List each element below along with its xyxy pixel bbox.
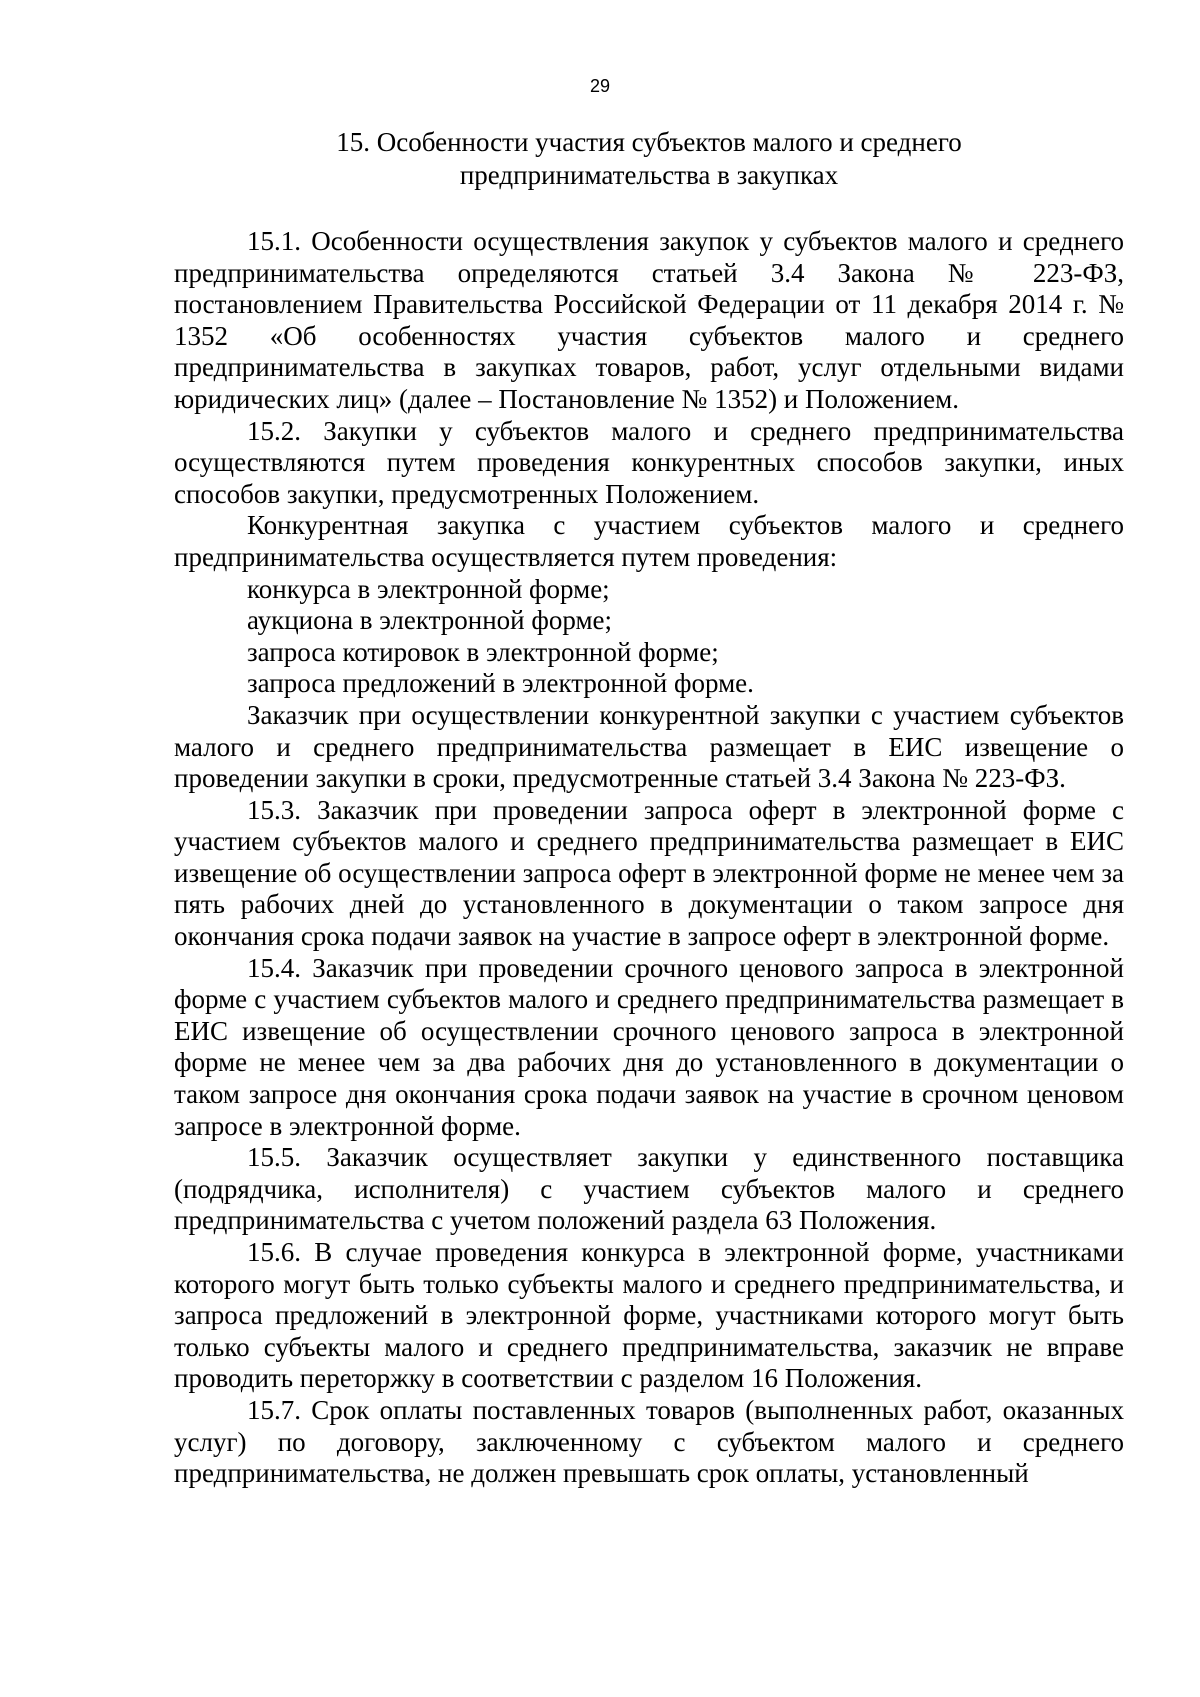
paragraph-15-5: 15.5. Заказчик осуществляет закупки у единственного поставщика (подрядчика, исполнителя) с участием субъектов малого и среднего предпринимательства с учетом положений раздела 63 Положения. bbox=[174, 1142, 1124, 1236]
paragraph-15-6: 15.6. В случае проведения конкурса в электронной форме, участниками которого могут быть только субъекты малого и среднего предпринимательства, и запроса предложений в электронной форме, участниками которого могут быть только субъекты малого и среднего предпринимательства, заказчик не вправе проводить переторжку в соответствии с разделом 16 Положения. bbox=[174, 1237, 1124, 1394]
paragraph-15-1: 15.1. Особенности осуществления закупок у субъектов малого и среднего предпринимательства определяются статьей 3.4 Закона № 223-ФЗ, постановлением Правительства Российской Федерации от 11 декабря 2014 г. № 1352 «Об особенностях участия субъектов малого и среднего предпринимательства в закупках товаров, работ, услуг отдельными видами юридических лиц» (далее – Постановление № 1352) и Положением. bbox=[174, 226, 1124, 414]
section-heading-line-2: предпринимательства в закупках bbox=[459, 160, 839, 190]
list-item: запроса предложений в электронной форме. bbox=[247, 668, 754, 699]
section-heading bbox=[174, 126, 1124, 192]
paragraph-15-4: 15.4. Заказчик при проведении срочного ценового запроса в электронной форме с участием субъектов малого и среднего предпринимательства размещает в ЕИС извещение об осуществлении срочного ценового запроса в электронной форме не менее чем за два рабочих дня до установленного в документации о таком запросе дня окончания срока подачи заявок на участие в срочном ценовом запросе в электронной форме. bbox=[174, 952, 1124, 1141]
paragraph-15-3: 15.3. Заказчик при проведении запроса оферт в электронной форме с участием субъектов малого и среднего предпринимательства размещает в ЕИС извещение об осуществлении запроса оферт в электронной форме не менее чем за пять рабочих дней до установленного в документации о таком запросе дня окончания срока подачи заявок на участие в запросе оферт в электронной форме. bbox=[174, 794, 1124, 952]
list-item: конкурса в электронной форме; bbox=[247, 573, 610, 604]
page-number: 29 bbox=[589, 76, 611, 96]
paragraph-competitive-procurement: Конкурентная закупка с участием субъектов малого и среднего предпринимательства осуществляется путем проведения: bbox=[174, 510, 1124, 572]
section-heading-line-1: 15. Особенности участия субъектов малого и среднего bbox=[336, 127, 962, 157]
paragraph-notice-deadlines: Заказчик при осуществлении конкурентной закупки с участием субъектов малого и среднего предпринимательства размещает в ЕИС извещение о проведении закупки в сроки, предусмотренные статьей 3.4 Закона № 223-ФЗ. bbox=[174, 699, 1124, 794]
document-body bbox=[174, 226, 1124, 1490]
list-item: аукциона в электронной форме; bbox=[247, 605, 613, 636]
paragraph-15-7: 15.7. Срок оплаты поставленных товаров (выполненных работ, оказанных услуг) по договору, заключенному с субъектом малого и среднего предпринимательства, не должен превышать срок оплаты, установленный bbox=[174, 1394, 1124, 1489]
paragraph-15-2: 15.2. Закупки у субъектов малого и среднего предпринимательства осуществляются путем проведения конкурентных способов закупки, иных способов закупки, предусмотренных Положением. bbox=[174, 415, 1124, 509]
list-item: запроса котировок в электронной форме; bbox=[247, 636, 719, 667]
